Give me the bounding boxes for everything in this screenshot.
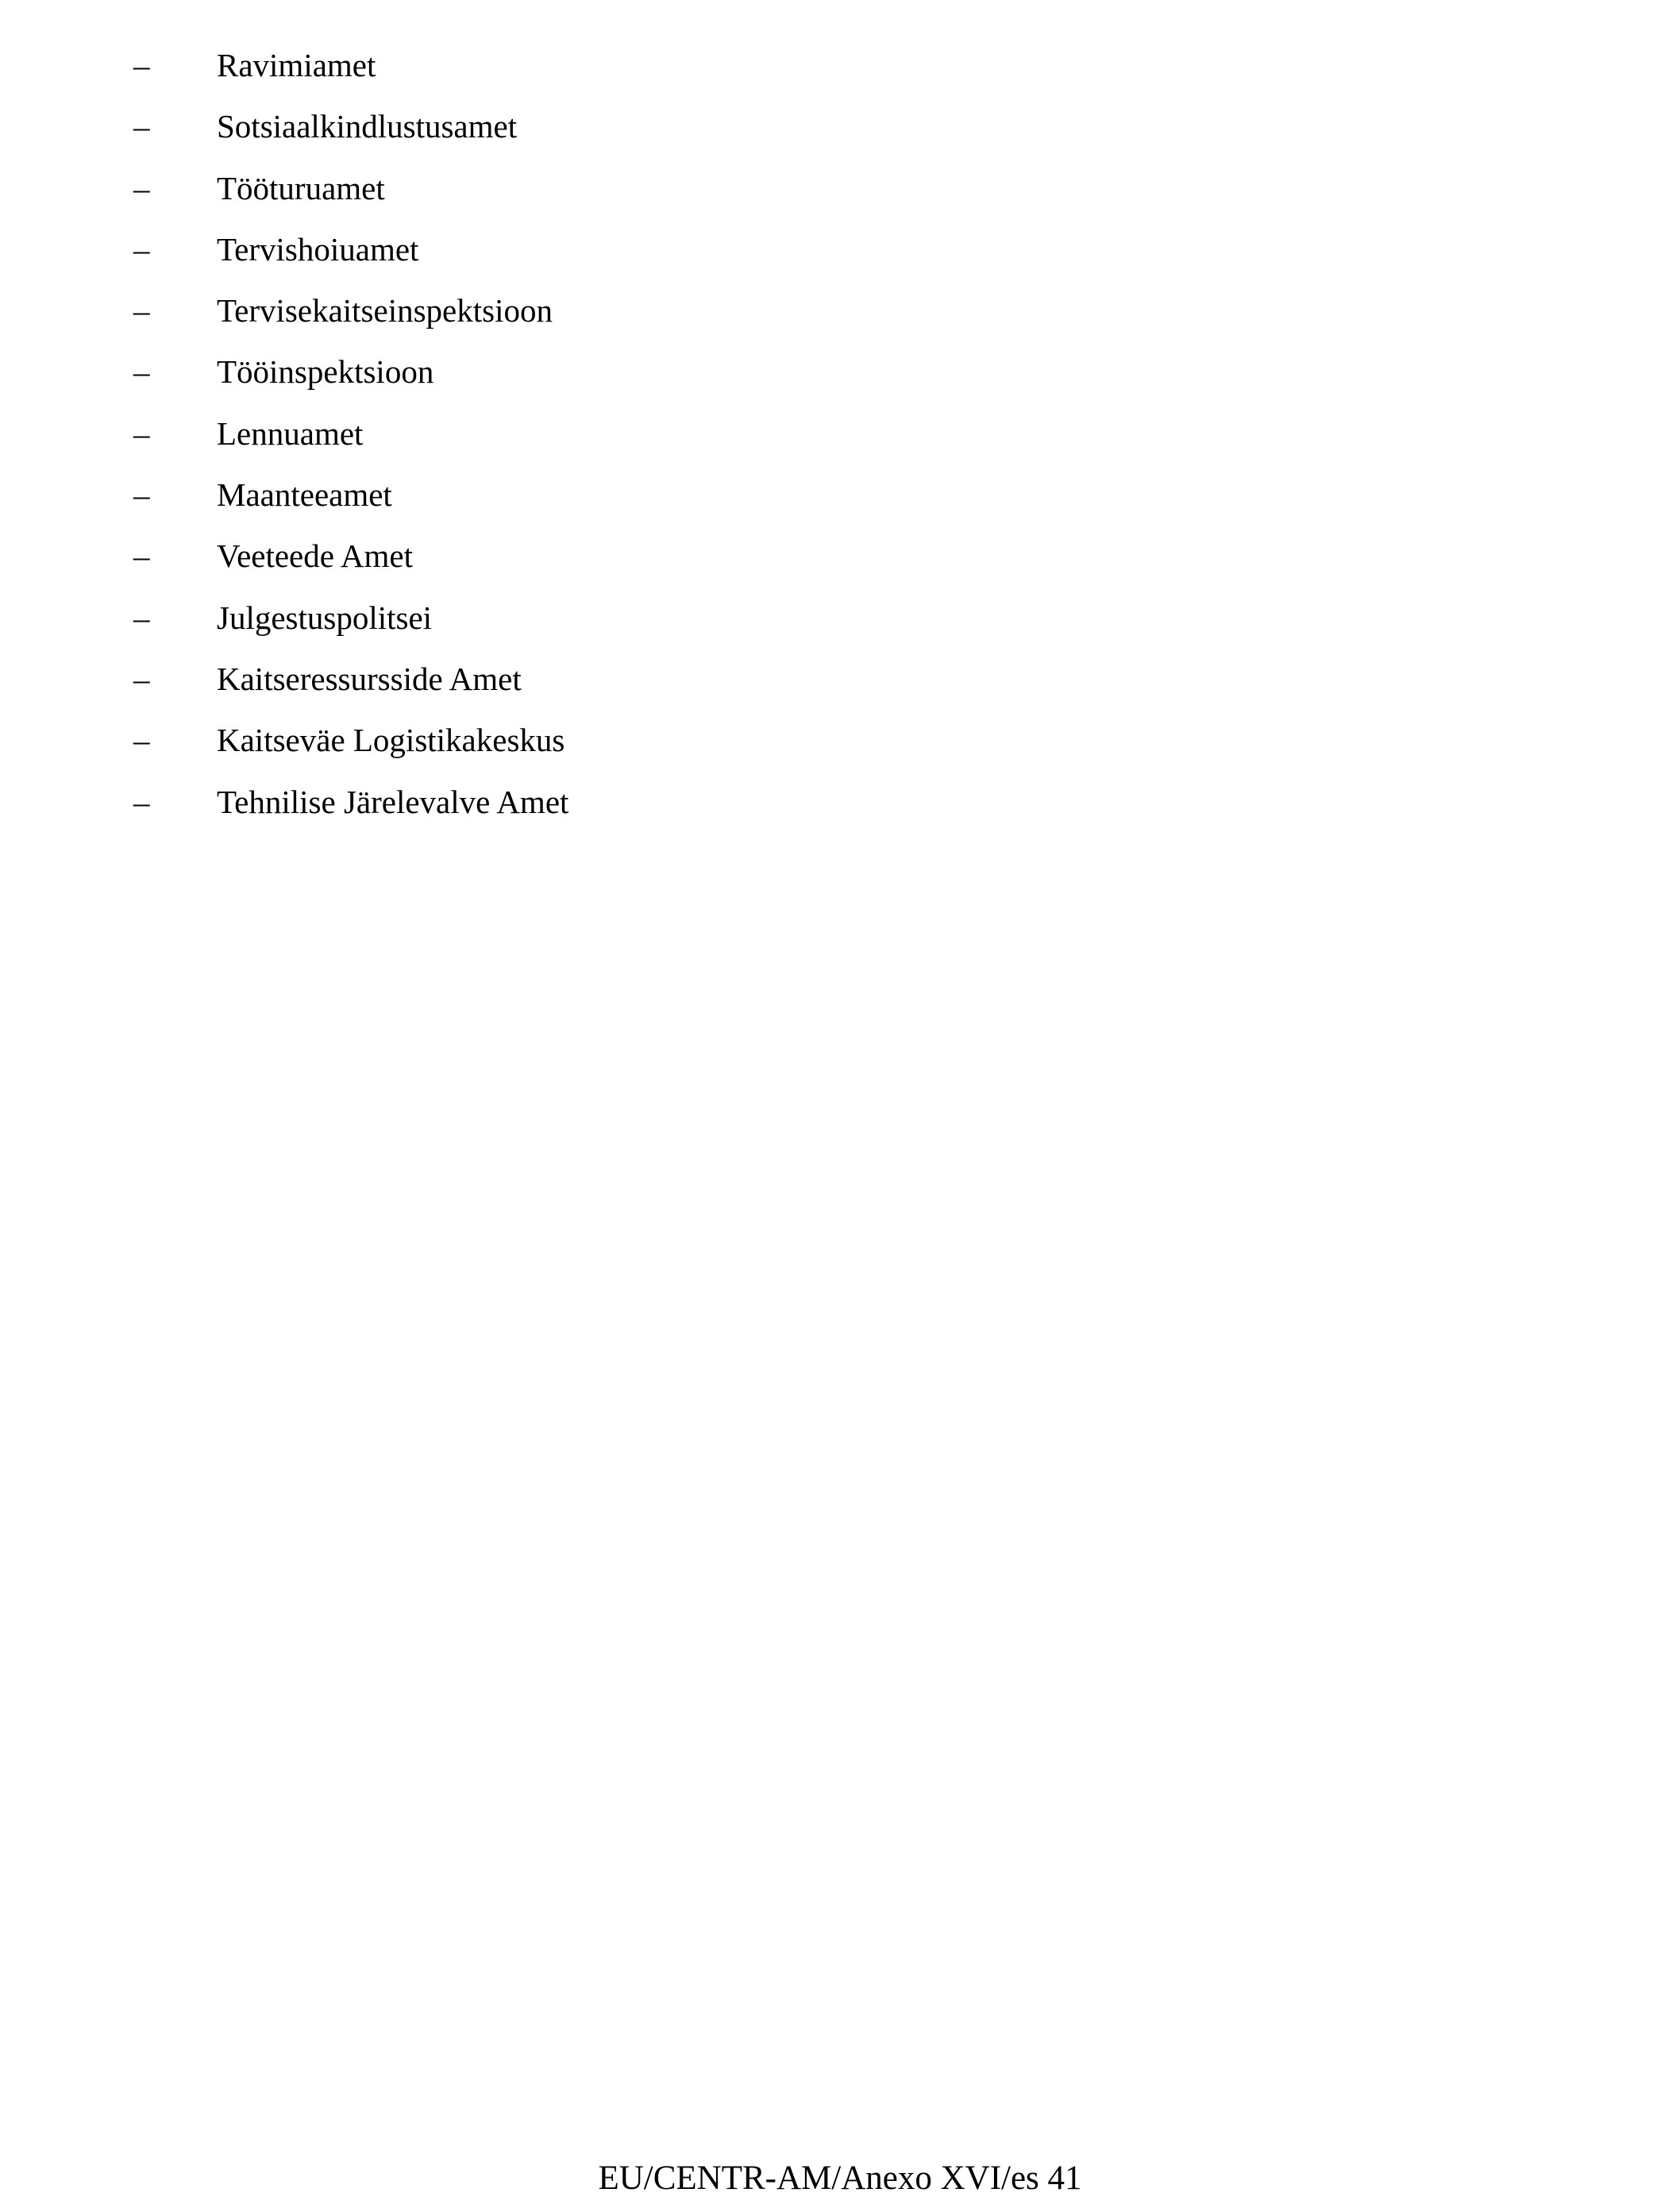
dash-marker: – <box>133 292 150 329</box>
dash-marker: – <box>133 722 150 759</box>
dash-marker: – <box>133 108 150 145</box>
list-item-text: Tervishoiuamet <box>217 230 419 268</box>
list-item-text: Tööinspektsioon <box>217 353 434 391</box>
list-item-text: Julgestuspolitsei <box>217 599 433 636</box>
dash-marker: – <box>133 47 150 83</box>
page-footer-reference: EU/CENTR-AM/Anexo XVI/es 41 <box>598 2160 1082 2197</box>
dash-marker: – <box>133 476 150 514</box>
list-item-text: Tehnilise Järelevalve Amet <box>217 783 569 820</box>
dash-marker: – <box>133 353 150 391</box>
list-item-text: Ravimiamet <box>217 47 376 83</box>
list-item-text: Kaitseväe Logistikakeskus <box>217 722 565 759</box>
list-item-text: Sotsiaalkindlustusamet <box>217 108 518 145</box>
list-item-text: Tervisekaitseinspektsioon <box>217 292 553 329</box>
dash-marker: – <box>133 230 150 268</box>
list-item-text: Veeteede Amet <box>217 538 414 575</box>
dash-marker: – <box>133 660 150 697</box>
list-item-text: Tööturuamet <box>217 169 385 206</box>
list-item-text: Maanteeamet <box>217 476 392 514</box>
dash-marker: – <box>133 414 150 452</box>
list-item-text: Kaitseressursside Amet <box>217 660 522 697</box>
list-item-text: Lennuamet <box>217 414 364 452</box>
dash-marker: – <box>133 169 150 206</box>
dash-marker: – <box>133 783 150 820</box>
dash-marker: – <box>133 538 150 575</box>
dash-marker: – <box>133 599 150 636</box>
